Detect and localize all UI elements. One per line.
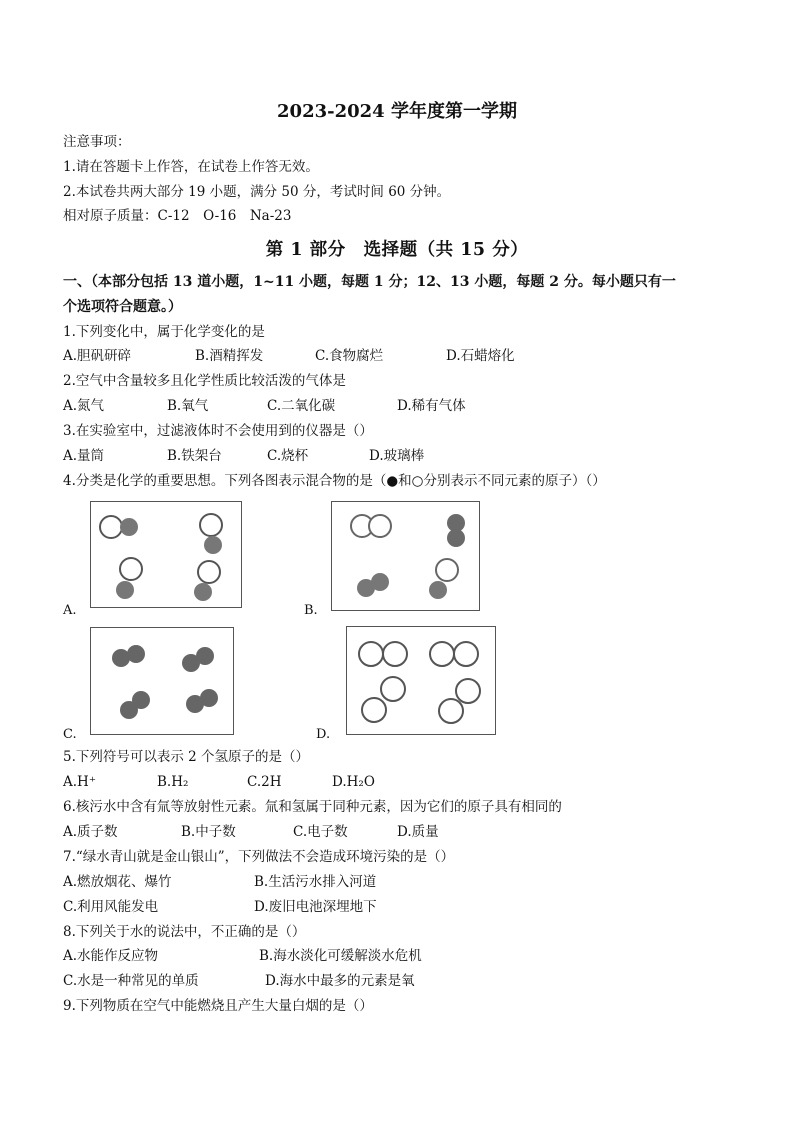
question-6-option-b: B.中子数 — [181, 824, 236, 840]
question-1-option-d: D.石蜡熔化 — [446, 348, 515, 364]
diagram-a-molecules — [91, 502, 241, 607]
atomic-masses: 相对原子质量：C-12 O-16 Na-23 — [63, 208, 292, 224]
question-3-option-b: B.铁架台 — [167, 448, 222, 464]
question-8-stem: 8.下列关于水的说法中，不正确的是（） — [63, 924, 306, 940]
diagram-c-box — [90, 627, 234, 735]
question-5-option-a: A.H⁺ — [63, 774, 96, 790]
question-5-option-b: B.H₂ — [157, 774, 189, 790]
diagram-a-box — [90, 501, 242, 608]
question-2-option-c: C.二氧化碳 — [267, 398, 336, 414]
diagram-b-molecules — [332, 502, 479, 610]
question-5-option-d: D.H₂O — [332, 774, 375, 790]
question-1-stem: 1.下列变化中，属于化学变化的是 — [63, 324, 265, 340]
question-2-option-d: D.稀有气体 — [397, 398, 466, 414]
question-7-option-c: C.利用风能发电 — [63, 899, 159, 915]
question-6-option-d: D.质量 — [397, 824, 439, 840]
question-7-stem: 7.“绿水青山就是金山银山”，下列做法不会造成环境污染的是（） — [63, 849, 455, 865]
diagram-b-box — [331, 501, 480, 611]
question-1-option-b: B.酒精挥发 — [195, 348, 264, 364]
question-8-option-b: B.海水淡化可缓解淡水危机 — [259, 948, 422, 964]
diagram-d-box — [346, 626, 496, 735]
question-3-option-d: D.玻璃棒 — [369, 448, 425, 464]
note-item-2: 2.本试卷共两大部分 19 小题，满分 50 分，考试时间 60 分钟。 — [63, 184, 451, 200]
question-8-option-a: A.水能作反应物 — [63, 948, 159, 964]
question-3-stem: 3.在实验室中，过滤液体时不会使用到的仪器是（） — [63, 423, 373, 439]
diagram-b-label: B. — [304, 603, 318, 618]
question-7-option-b: B.生活污水排入河道 — [254, 874, 377, 890]
diagram-c-molecules — [91, 628, 233, 734]
question-5-option-c: C.2H — [247, 774, 282, 790]
question-6-option-c: C.电子数 — [293, 824, 348, 840]
question-5-stem: 5.下列符号可以表示 2 个氢原子的是（） — [63, 749, 310, 765]
question-8-option-d: D.海水中最多的元素是氧 — [265, 973, 415, 989]
question-7-option-a: A.燃放烟花、爆竹 — [63, 874, 172, 890]
question-8-option-c: C.水是一种常见的单质 — [63, 973, 199, 989]
diagram-d-label: D. — [316, 727, 331, 742]
question-7-option-d: D.废旧电池深埋地下 — [254, 899, 377, 915]
question-1-option-c: C.食物腐烂 — [315, 348, 384, 364]
question-3-option-a: A.量筒 — [63, 448, 105, 464]
question-2-stem: 2.空气中含量较多且化学性质比较活泼的气体是 — [63, 373, 346, 389]
diagram-a-label: A. — [63, 603, 77, 618]
part1-title: 第 1 部分 选择题（共 15 分） — [265, 240, 529, 260]
question-2-option-a: A.氮气 — [63, 398, 105, 414]
question-3-option-c: C.烧杯 — [267, 448, 309, 464]
diagram-c-label: C. — [63, 727, 77, 742]
exam-title: 2023-2024 学年度第一学期 — [277, 101, 517, 122]
question-1-option-a: A.胆矾研碎 — [63, 348, 132, 364]
diagram-d-molecules — [347, 627, 495, 734]
question-6-option-a: A.质子数 — [63, 824, 118, 840]
part1-instruction-line1: 一、（本部分包括 13 道小题，1~11 小题，每题 1 分；12、13 小题，每题 2 分。每小题只有一 — [63, 274, 676, 290]
question-4-stem: 4.分类是化学的重要思想。下列各图表示混合物的是（●和○分别表示不同元素的原子）（） — [63, 473, 606, 489]
question-9-stem: 9.下列物质在空气中能燃烧且产生大量白烟的是（） — [63, 998, 373, 1014]
note-item-1: 1.请在答题卡上作答，在试卷上作答无效。 — [63, 159, 319, 175]
notes-heading: 注意事项： — [63, 134, 131, 150]
question-6-stem: 6.核污水中含有氚等放射性元素。氚和氢属于同种元素，因为它们的原子具有相同的 — [63, 799, 562, 815]
part1-instruction-line2: 个选项符合题意。） — [63, 299, 182, 315]
question-2-option-b: B.氧气 — [167, 398, 209, 414]
